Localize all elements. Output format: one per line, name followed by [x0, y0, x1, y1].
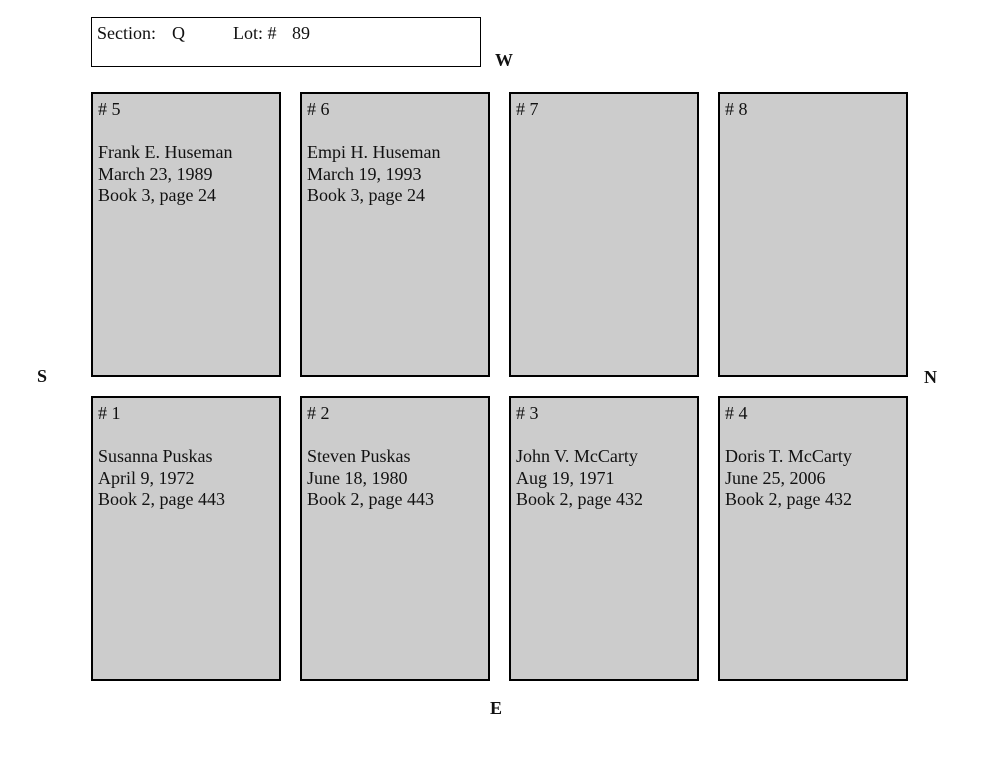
grave-record: Book 2, page 432: [516, 489, 643, 509]
grave-date: June 18, 1980: [307, 467, 408, 488]
grave-plot-4[interactable]: [718, 396, 908, 681]
grave-details: [725, 446, 852, 511]
lot-label: Lot: #: [233, 23, 277, 43]
grave-record: Book 2, page 432: [725, 489, 852, 509]
grave-record: Book 2, page 443: [307, 489, 434, 509]
grave-name: Empi H. Huseman: [307, 142, 441, 162]
grave-plot-6[interactable]: [300, 92, 490, 377]
grave-name: John V. McCarty: [516, 446, 638, 466]
lot-value: 89: [292, 23, 310, 43]
grave-record: Book 3, page 24: [98, 185, 216, 205]
section-label: Section:: [97, 23, 156, 43]
compass-west: W: [495, 50, 513, 70]
grave-number: # 6: [307, 99, 330, 119]
grave-number: # 3: [516, 403, 539, 423]
grave-record: Book 2, page 443: [98, 489, 225, 509]
compass-east: E: [490, 698, 503, 718]
grave-details: [307, 142, 440, 207]
grave-number: # 1: [98, 403, 121, 423]
grave-plot-7[interactable]: [509, 92, 699, 377]
grave-name: Steven Puskas: [307, 446, 411, 466]
grave-name: Doris T. McCarty: [725, 446, 852, 466]
grave-date: April 9, 1972: [98, 467, 195, 488]
grave-date: Aug 19, 1971: [516, 467, 615, 488]
grave-date: March 23, 1989: [98, 163, 213, 184]
grave-number: # 8: [725, 99, 748, 119]
grave-number: # 5: [98, 99, 121, 119]
grave-date: March 19, 1993: [307, 163, 422, 184]
compass-north: N: [924, 367, 937, 387]
grave-name: Susanna Puskas: [98, 446, 213, 466]
grave-details: [307, 446, 434, 511]
grave-plot-8[interactable]: [718, 92, 908, 377]
grave-plot-3[interactable]: [509, 396, 699, 681]
grave-plot-5[interactable]: [91, 92, 281, 377]
grave-plot-1[interactable]: [91, 396, 281, 681]
grave-date: June 25, 2006: [725, 467, 826, 488]
grave-number: # 4: [725, 403, 748, 423]
grave-plot-2[interactable]: [300, 396, 490, 681]
grave-details: [98, 446, 225, 511]
grave-number: # 2: [307, 403, 330, 423]
grave-name: Frank E. Huseman: [98, 142, 233, 162]
lot-header-box: [91, 17, 481, 67]
grave-number: # 7: [516, 99, 539, 119]
grave-record: Book 3, page 24: [307, 185, 425, 205]
compass-south: S: [37, 366, 48, 386]
section-value: Q: [172, 23, 185, 43]
grave-details: [516, 446, 643, 511]
grave-details: [98, 142, 232, 207]
